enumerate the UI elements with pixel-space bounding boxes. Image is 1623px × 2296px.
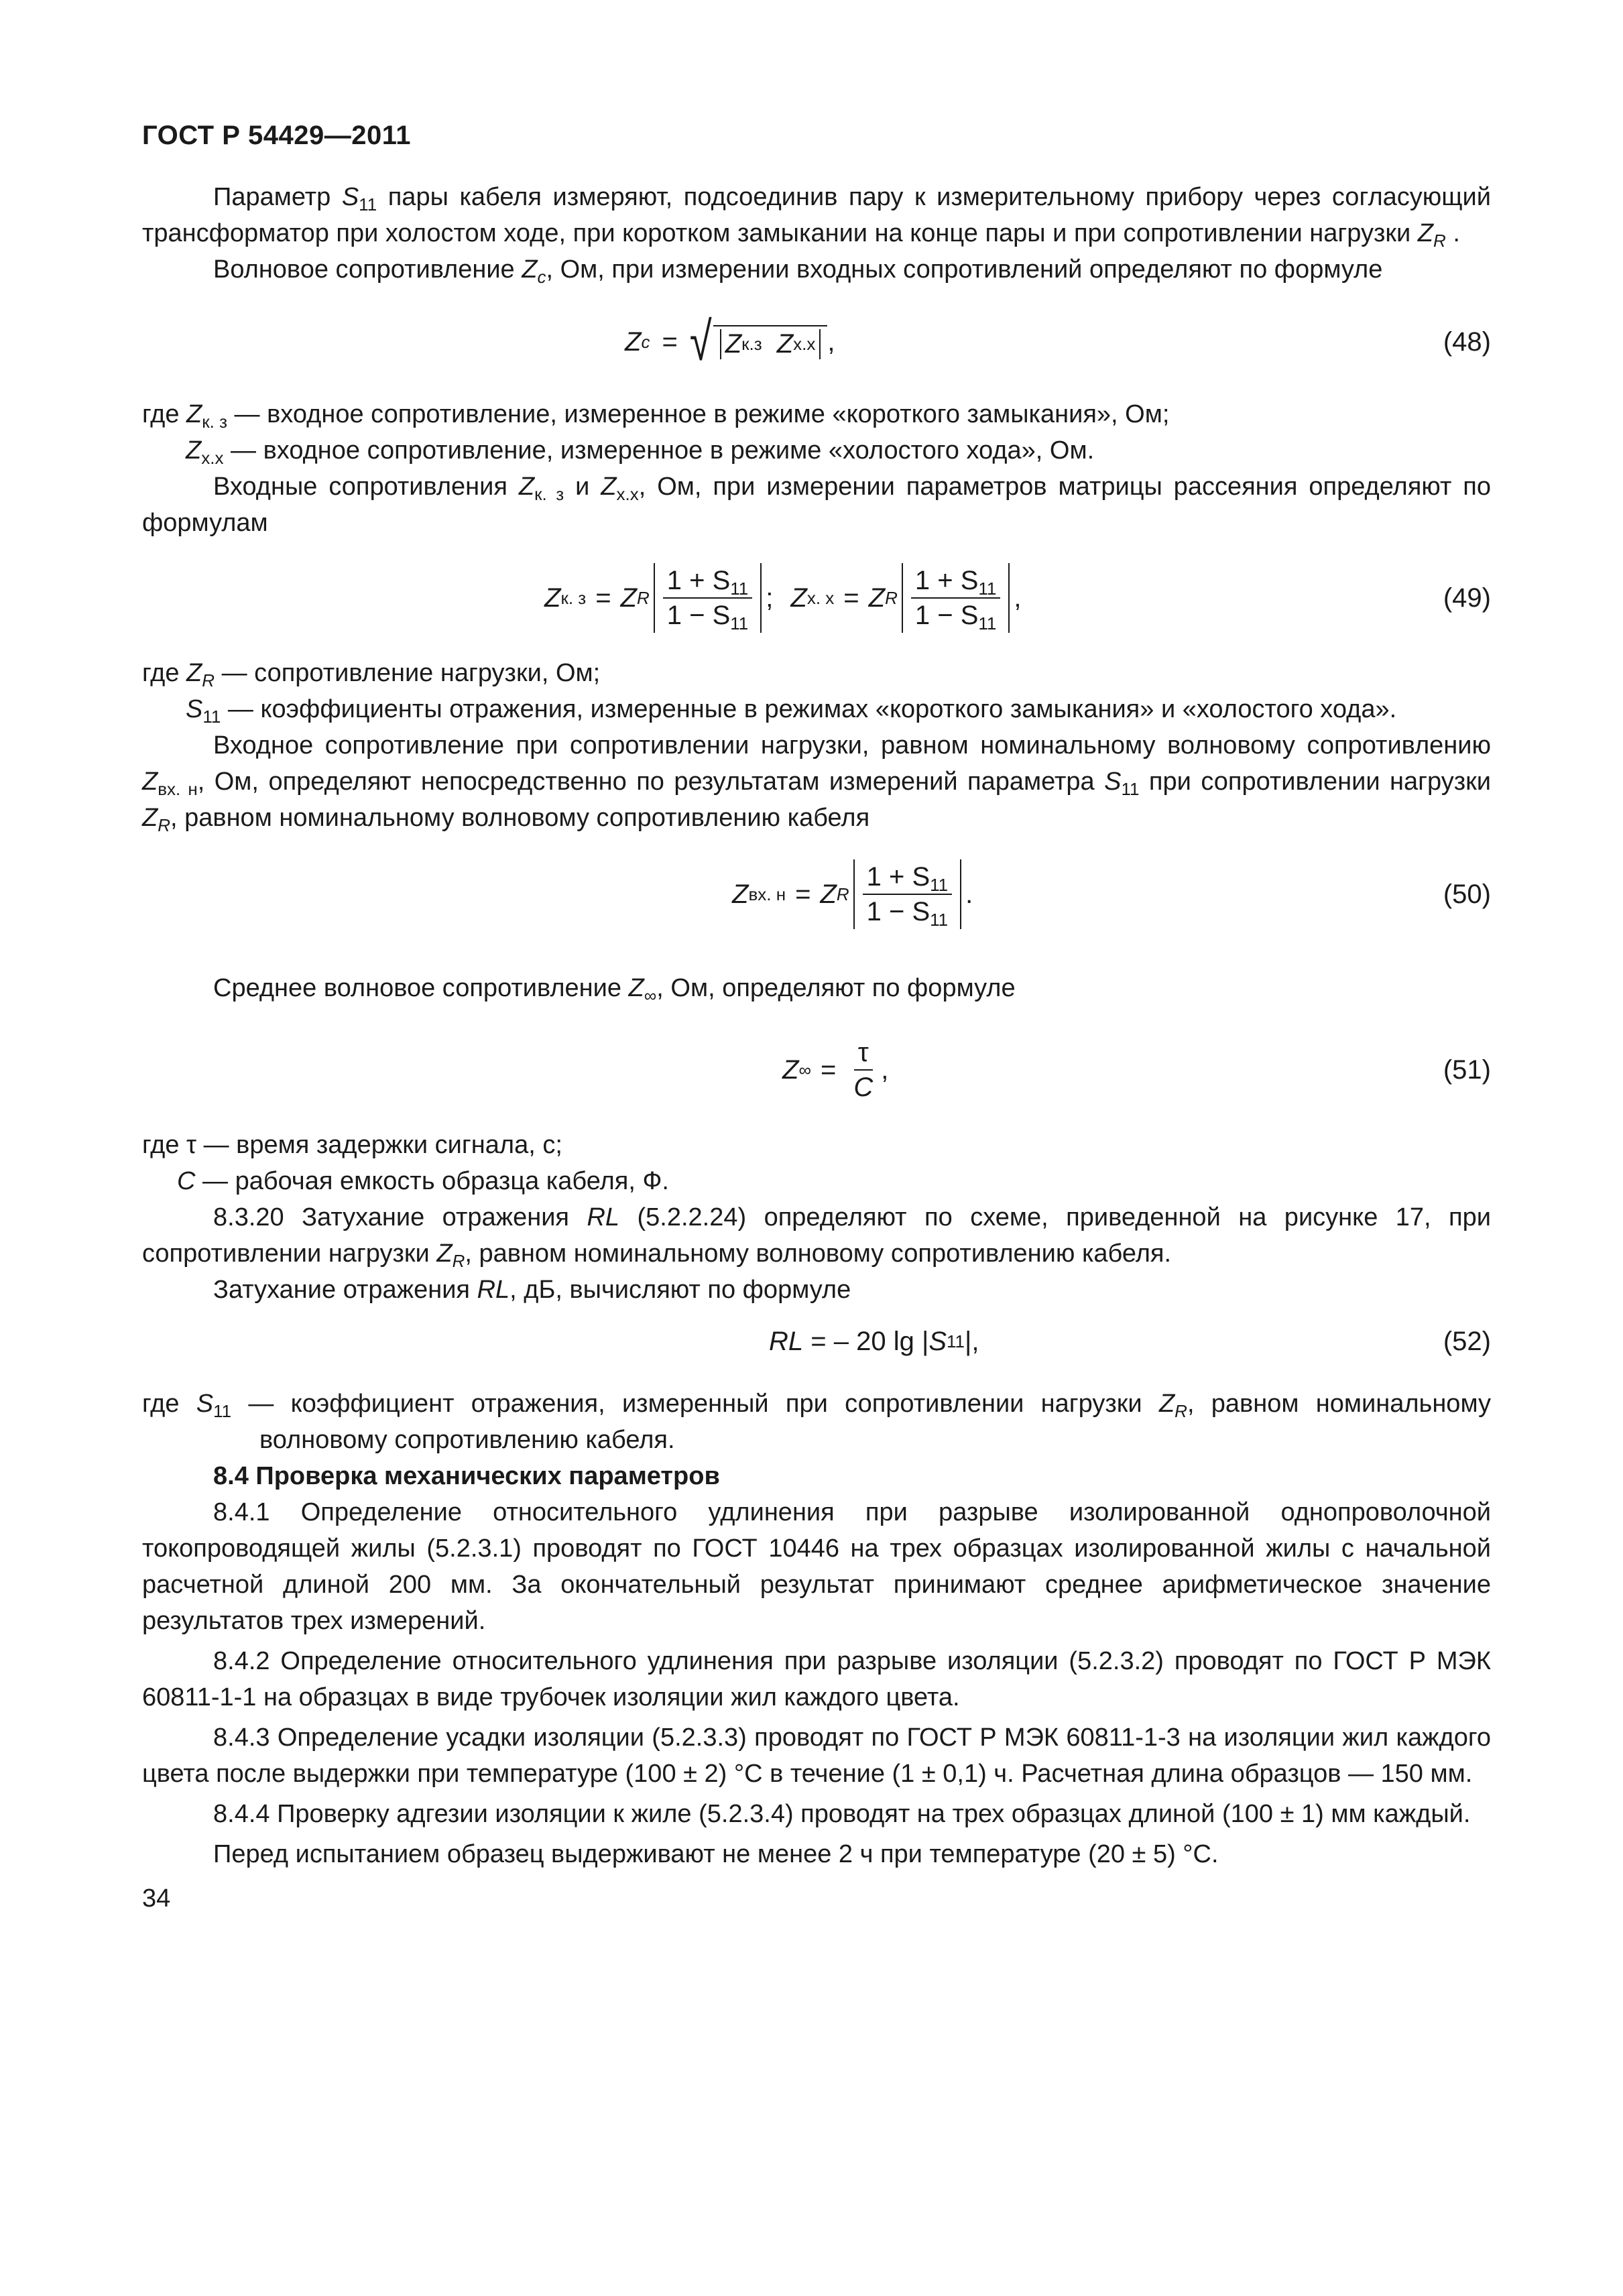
where-48-a: где $Z_{к. з}$ — входное сопротивление, измеренное в режиме «короткого замыкания», Ом; [142, 400, 1170, 432]
where-52: где $S_{11}$ — коэффициент отражения, измеренный при сопротивлении нагрузки $Z_R$, равном номинальному волновому сопротивлению кабеля. [142, 1390, 1491, 1454]
paragraph-preconditioning: Перед испытанием образец выдерживают не менее 2 ч при температуре (20 ± 5) °С. [213, 1840, 1219, 1868]
paragraph-return-loss: Затухание отражения RL, дБ, вычисляют по формуле [213, 1276, 851, 1304]
document-header: ГОСТ Р 54429—2011 [142, 121, 411, 150]
where-51-b: C — рабочая емкость образца кабеля, Ф. [177, 1167, 669, 1195]
paragraph-wave-impedance: Волновое сопротивление $Z_c$, Ом, при измерении входных сопротивлений определяют по формуле [213, 255, 1383, 287]
page-number: 34 [142, 1884, 171, 1913]
formula-51: Z ∞ = $\frac{\tau}{C}$ , (51) [782, 1038, 1491, 1102]
paragraph-s11: Параметр $S_{11}$ пары кабеля измеряют, подсоединив пару к измерительному прибору через согласующий трансформатор при холостом ходе, при коротком замыкании на конце пары и при сопротивлении нагрузки $Z_R$ . [142, 183, 1491, 251]
paragraph-8-3-20: 8.3.20 Затухание отражения RL (5.2.2.24) определяют по схеме, приведенной на рисунке 17, при сопротивлении нагрузки $Z_R$, равном номинальному волновому сопротивлению кабеля. [142, 1203, 1491, 1271]
paragraph-input-impedances: Входные сопротивления $Z_{к. з}$ и $Z_{х.х}$, Ом, при измерении параметров матрицы рассеяния определяют по формулам [142, 473, 1492, 537]
paragraph-mean-impedance: Среднее волновое сопротивление $Z_\infty$, Ом, определяют по формуле [213, 974, 1016, 1006]
formula-49: Z к. з = Z R $\frac{1 + S_{11}}{1 - S_{11}}$ ; Z х. х = Z R $\frac{1 + S_{11}}{1 - S_{11}}$ , (49) [142, 558, 1491, 638]
paragraph-8-4-3: 8.4.3 Определение усадки изоляции (5.2.3.3) проводят по ГОСТ Р МЭК 60811-1-3 на изоляции жил каждого цвета после выдержки при температуре (100 ± 2) °С в течение (1 ± 0,1) ч. Расчетная длина образцов — 150 мм. [142, 1724, 1491, 1788]
where-48-b: $Z_{х.х}$ — входное сопротивление, измеренное в режиме «холостого хода», Ом. [186, 436, 1095, 468]
where-49-a: где $Z_R$ — сопротивление нагрузки, Ом; [142, 659, 601, 690]
formula-50: Z вх. н = Z R $\frac{1 + S_{11}}{1 - S_{11}}$ . (50) [142, 855, 1491, 934]
where-51-a: где τ — время задержки сигнала, с; [142, 1131, 562, 1159]
where-49-b: $S_{11}$ — коэффициенты отражения, измеренные в режимах «короткого замыкания» и «холостого хода». [186, 695, 1397, 727]
formula-52: RL = – 20 lg | S 11 |, (52) [769, 1326, 1491, 1356]
section-heading-8-4: 8.4 Проверка механических параметров [213, 1462, 720, 1490]
paragraph-input-impedance-nominal: Входное сопротивление при сопротивлении нагрузки, равном номинальному волновому сопротивлению $Z_{вх. н}$, Ом, определяют непосредственно по результатам измерений параметра $S_{11}$ при сопротивлении нагрузки $Z_R$, равном номинальному волновому сопротивлению кабеля [142, 731, 1491, 835]
document-page [142, 121, 1491, 1913]
formula-48: Z c = √ Z к.з Z х.х , (48) [625, 311, 1491, 372]
paragraph-8-4-4: 8.4.4 Проверку адгезии изоляции к жиле (5.2.3.4) проводят на трех образцах длиной (100 ± 1) мм каждый. [213, 1800, 1471, 1828]
paragraph-8-4-1: 8.4.1 Определение относительного удлинения при разрыве изолированной однопроволочной токопроводящей жилы (5.2.3.1) проводят по ГОСТ 10446 на трех образцах изолированной жилы с начальной расчетной длиной 200 мм. За окончательный результат принимают среднее арифметическое значение результатов трех измерений. [142, 1498, 1491, 1635]
paragraph-8-4-2: 8.4.2 Определение относительного удлинения при разрыве изоляции (5.2.3.2) проводят по ГОСТ Р МЭК 60811-1-1 на образцах в виде трубочек изоляции жил каждого цвета. [142, 1647, 1491, 1711]
